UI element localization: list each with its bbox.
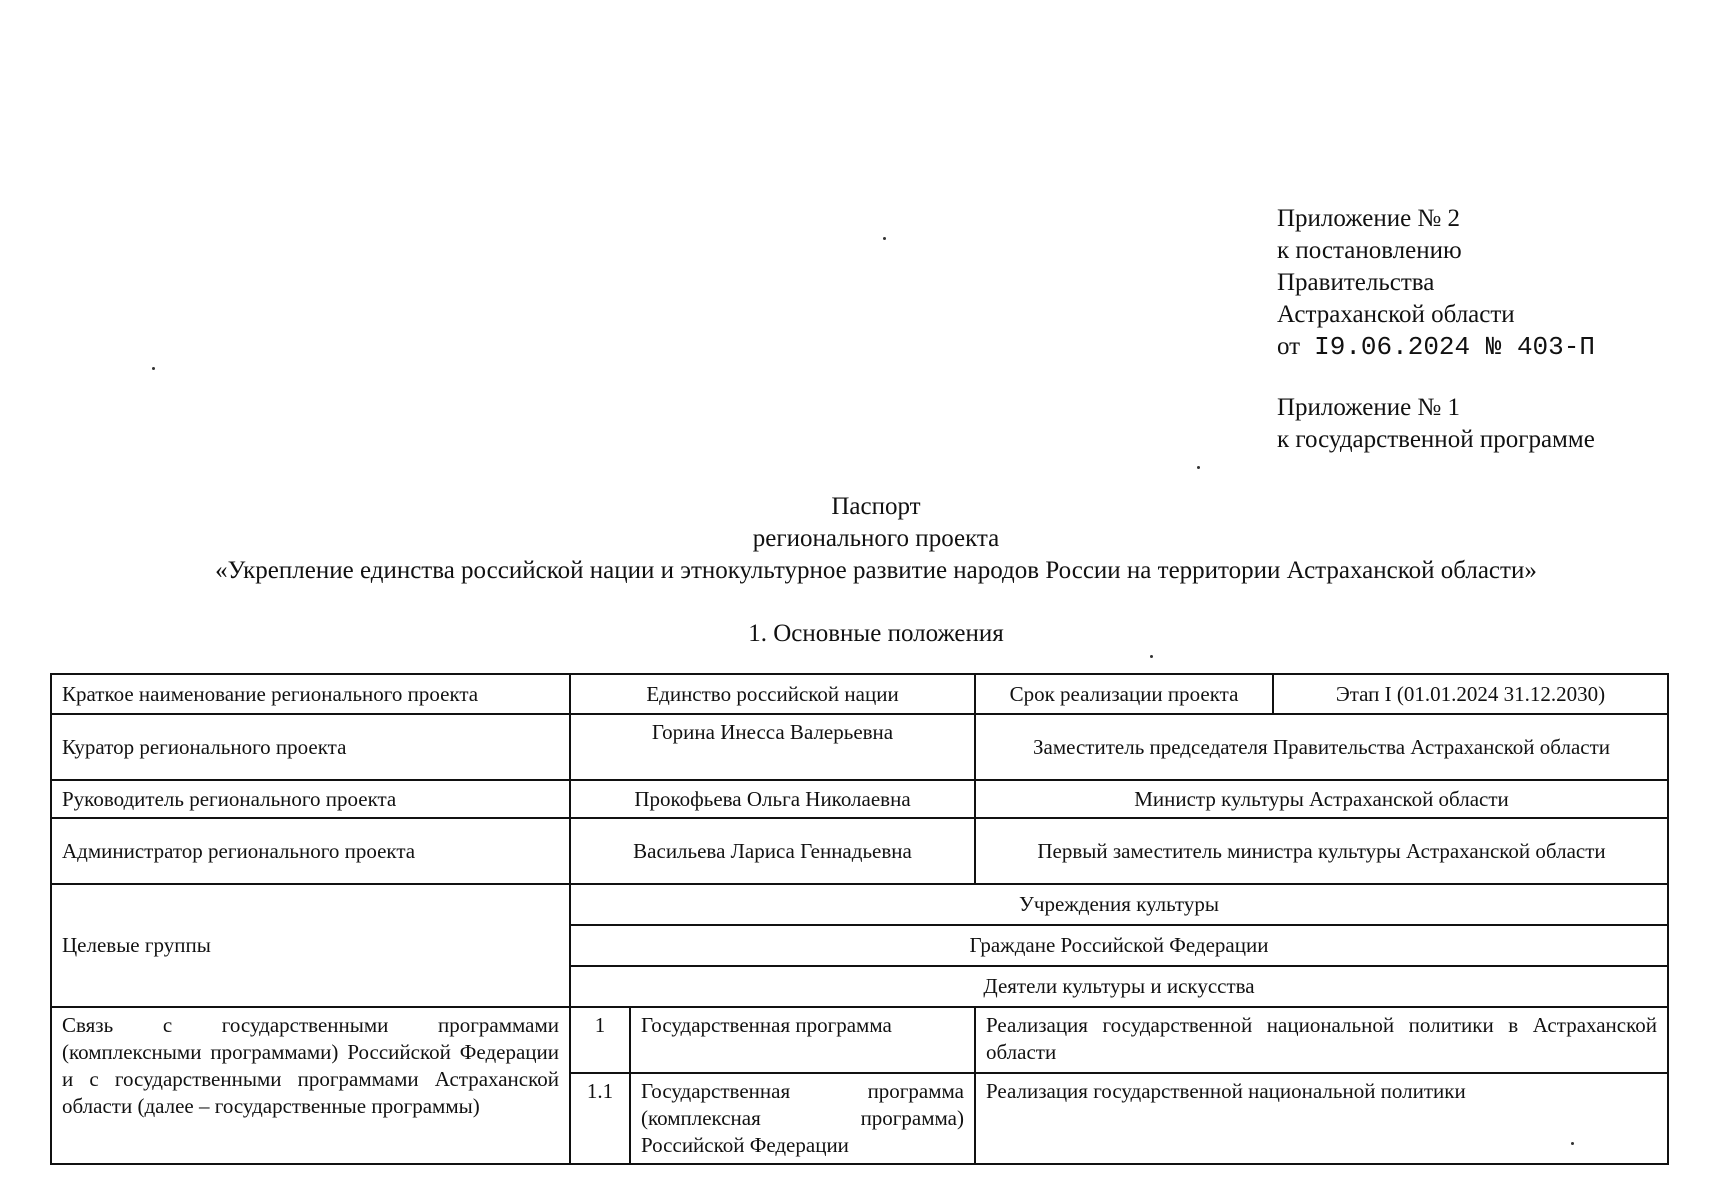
appendix-line: к постановлению [1277,237,1462,264]
head-position: Министр культуры Астраханской области [975,780,1668,818]
table-row [51,884,1668,925]
title-line-2: регионального проекта [752,525,1000,552]
target-group-item: Учреждения культуры [570,884,1668,925]
program-name: Реализация государственной национальной политики в Астраханской области [975,1007,1668,1073]
title-line-1: Паспорт [831,493,921,520]
table-row [51,1007,1668,1073]
appendix-line: к государственной программе [1277,426,1595,453]
term-value: Этап I (01.01.2024 31.12.2030) [1273,674,1668,714]
program-number: 1.1 [570,1073,630,1164]
appendix-block [1277,203,1595,456]
admin-position: Первый заместитель министра культуры Астраханской области [975,818,1668,884]
passport-table [50,673,1669,1165]
title-line-3: «Укрепление единства российской нации и этнокультурное развитие народов России на территории Астраханской области» [215,557,1537,584]
appendix-line: Правительства [1277,269,1435,296]
admin-name: Васильева Лариса Геннадьевна [570,818,975,884]
table-row [51,780,1668,818]
date-prefix: от [1277,333,1301,360]
program-type: Государственная программа [630,1007,975,1073]
program-number: 1 [570,1007,630,1073]
admin-label: Администратор регионального проекта [51,818,570,884]
target-groups-label: Целевые группы [51,884,570,1007]
table-row [51,818,1668,884]
appendix-line: Приложение № 2 [1277,205,1461,232]
short-name-value: Единство российской нации [570,674,975,714]
program-links-label: Связь с государственными программами (комплексными программами) Российской Федерации и с государственными программами Астраханской области (далее – государственные программы) [51,1007,570,1164]
table-row [51,674,1668,714]
appendix-date-line [1277,331,1595,363]
program-name: Реализация государственной национальной политики [975,1073,1668,1164]
table-row [51,714,1668,780]
head-label: Руководитель регионального проекта [51,780,570,818]
curator-label: Куратор регионального проекта [51,714,570,780]
appendix-line: Астраханской области [1277,301,1515,328]
appendix-line: Приложение № 1 [1277,394,1461,421]
curator-position: Заместитель председателя Правительства Астраханской области [975,714,1668,780]
program-type: Государственная программа (комплексная программа) Российской Федерации [630,1073,975,1164]
decree-date-number: I9.06.2024 № 403-П [1314,332,1595,362]
term-label: Срок реализации проекта [975,674,1273,714]
curator-name: Горина Инесса Валерьевна [570,714,975,780]
target-group-item: Граждане Российской Федерации [570,925,1668,966]
head-name: Прокофьева Ольга Николаевна [570,780,975,818]
target-group-item: Деятели культуры и искусства [570,966,1668,1007]
short-name-label: Краткое наименование регионального проекта [51,674,570,714]
document-title [0,491,1716,587]
section-title: 1. Основные положения [748,620,1004,647]
